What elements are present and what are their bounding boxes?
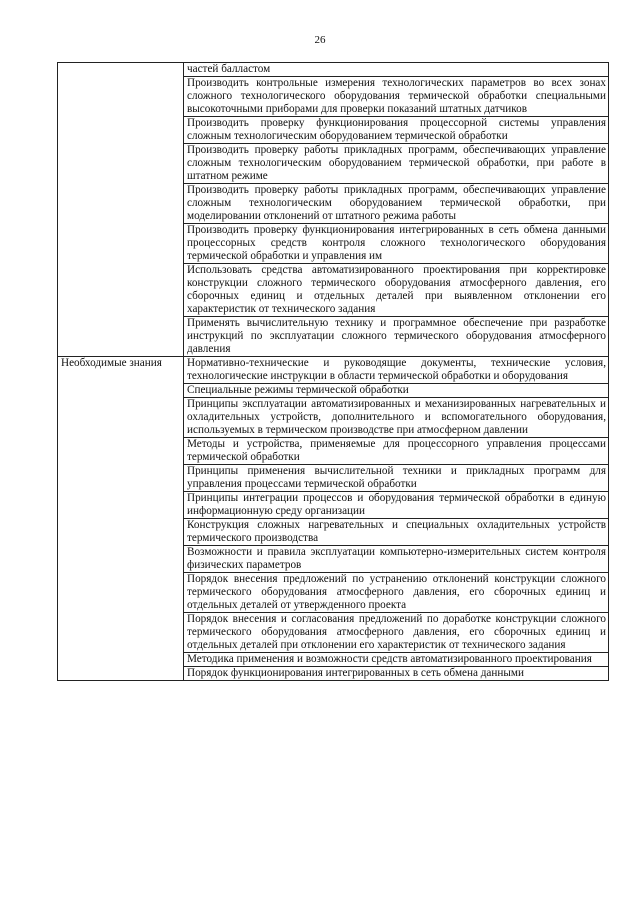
- skills-item: Применять вычислительную технику и программное обеспечение при разработке инструкций по эксплуатации сложного термического оборудования атмосферного давления: [184, 317, 609, 357]
- knowledge-item: Принципы применения вычислительной техники и прикладных программ для управления процессами термической обработки: [184, 465, 609, 492]
- skills-label-cell: [58, 63, 184, 357]
- skills-item: Производить проверку работы прикладных программ, обеспечивающих управление сложным технологическим оборудованием термической обработки, при моделировании отклонений от штатного режима работы: [184, 184, 609, 224]
- knowledge-row: [58, 357, 609, 384]
- knowledge-item: Возможности и правила эксплуатации компьютерно-измерительных систем контроля физических параметров: [184, 546, 609, 573]
- skills-item: Использовать средства автоматизированного проектирования при корректировке конструкции сложного термического оборудования атмосферного давления, его сборочных единиц и отдельных деталей при выявленном отклонении его характеристик от технического задания: [184, 264, 609, 317]
- knowledge-item: Принципы эксплуатации автоматизированных и механизированных нагревательных и охладительных устройств, дополнительного и вспомогательного оборудования, используемых в термическом производстве при атмосферном давлении: [184, 398, 609, 438]
- skills-item: Производить проверку функционирования процессорной системы управления сложным технологическим оборудованием термической обработки: [184, 117, 609, 144]
- knowledge-item: Порядок внесения и согласования предложений по доработке конструкции сложного термического оборудования атмосферного давления, его сборочных единиц и отдельных деталей при отклонении его характеристик от технического задания: [184, 613, 609, 653]
- requirements-table: [57, 62, 609, 681]
- page-number: 26: [314, 34, 326, 46]
- skills-item: Производить контрольные измерения технологических параметров во всех зонах сложного технологического оборудования термической обработки специальными высокоточными приборами для проверки показаний штатных датчиков: [184, 77, 609, 117]
- requirements-table-body: [58, 63, 609, 681]
- knowledge-item: Методика применения и возможности средств автоматизированного проектирования: [184, 653, 609, 667]
- skills-item: частей балластом: [184, 63, 609, 77]
- knowledge-item: Конструкция сложных нагревательных и специальных охладительных устройств термического производства: [184, 519, 609, 546]
- knowledge-label-cell: Необходимые знания: [58, 357, 184, 681]
- knowledge-item: Методы и устройства, применяемые для процессорного управления процессами термической обработки: [184, 438, 609, 465]
- skills-item: Производить проверку работы прикладных программ, обеспечивающих управление сложным технологическим оборудованием термической обработки, при работе в штатном режиме: [184, 144, 609, 184]
- knowledge-item: Порядок функционирования интегрированных в сеть обмена данными: [184, 667, 609, 681]
- skills-row: [58, 63, 609, 77]
- skills-item: Производить проверку функционирования интегрированных в сеть обмена данными процессорных средств контроля сложного технологического оборудования термической обработки и управления им: [184, 224, 609, 264]
- knowledge-item: Нормативно-технические и руководящие документы, технические условия, технологические инструкции в области термической обработки и оборудования: [184, 357, 609, 384]
- knowledge-item: Принципы интеграции процессов и оборудования термической обработки в единую информационную среду организации: [184, 492, 609, 519]
- knowledge-item: Специальные режимы термической обработки: [184, 384, 609, 398]
- knowledge-item: Порядок внесения предложений по устранению отклонений конструкции сложного термического оборудования атмосферного давления, его сборочных единиц и отдельных деталей от утвержденного проекта: [184, 573, 609, 613]
